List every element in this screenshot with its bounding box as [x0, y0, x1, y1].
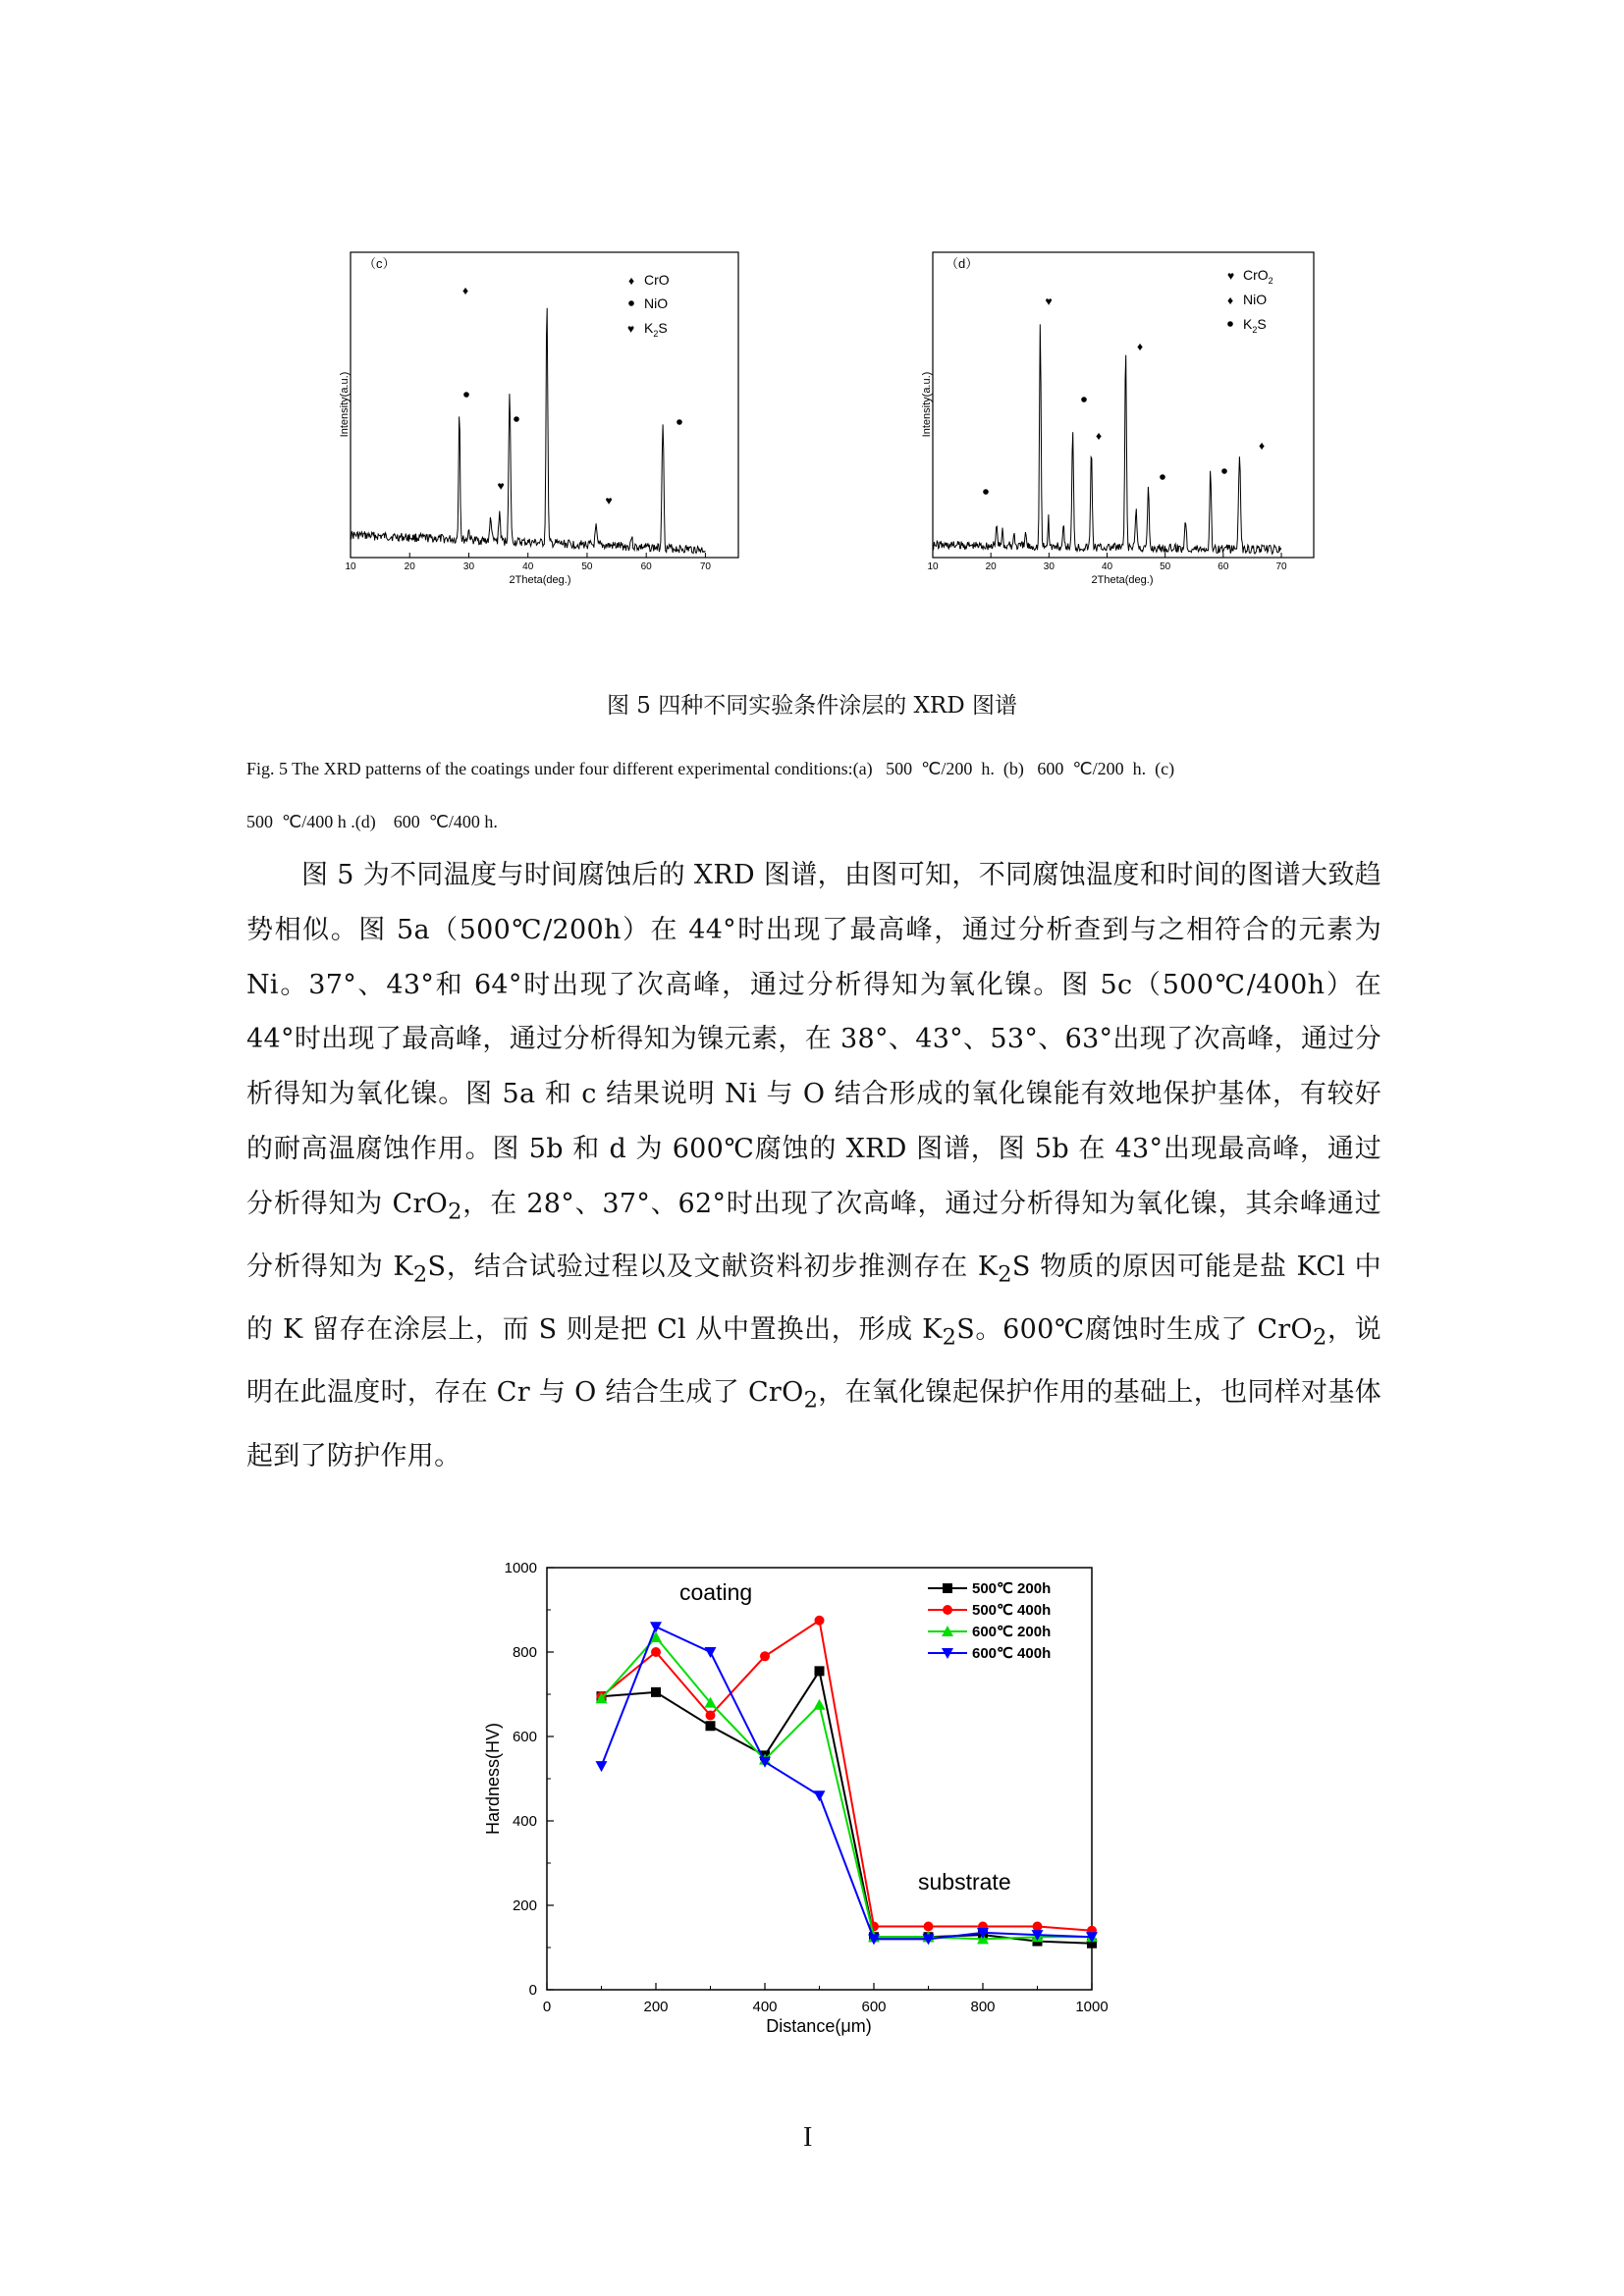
y-tick-label: 1000 [504, 1560, 537, 1576]
xrd-d-xticks [927, 553, 1287, 572]
series-line [602, 1637, 1093, 1940]
y-tick-label: 0 [528, 1982, 537, 1999]
x-tick-label: 200 [643, 1999, 669, 2015]
body-text-segment: S。600℃腐蚀时生成了 CrO [956, 1314, 1313, 1346]
xrd-c-frame [351, 252, 738, 558]
xrd-d-peak-marker-k2s [1221, 468, 1227, 474]
xrd-c-xticks [345, 553, 711, 572]
y-tick-label: 400 [512, 1813, 537, 1830]
legend-label: 600℃ 200h [972, 1624, 1052, 1640]
xrd-d-peak-marker-k2s [1160, 474, 1165, 480]
body-text-segment: S，结合试验过程以及文献资料初步推测存在 K [427, 1251, 999, 1282]
data-point [651, 1647, 661, 1657]
x-tick-label: 1000 [1075, 1999, 1109, 2015]
legend-label: 500℃ 400h [972, 1602, 1052, 1619]
body-text-segment: ，说明在此温度时，存在 Cr 与 O 结合生成了 CrO [246, 1314, 1381, 1409]
x-tick-label: 10 [345, 561, 356, 572]
legend-sub: 2 [1268, 276, 1273, 286]
data-point [705, 1647, 717, 1658]
xrd-d-peak-marker-cro2: ♥ [1045, 294, 1053, 308]
xrd-c-panel-label: （c） [363, 256, 396, 271]
xrd-c-trace [351, 308, 705, 554]
xrd-c-peak-marker-k2s: ♥ [497, 479, 505, 493]
y-tick-label: 600 [512, 1729, 537, 1745]
x-tick-label: 400 [752, 1999, 778, 2015]
xrd-c-legend-label: NiO [644, 295, 669, 311]
heart-marker-icon: ♥ [627, 322, 635, 336]
data-point [943, 1583, 952, 1593]
subscript: 2 [412, 1261, 428, 1288]
x-tick-label: 40 [522, 561, 534, 572]
data-point [651, 1687, 661, 1697]
data-point [760, 1651, 770, 1661]
data-point [706, 1721, 716, 1731]
xrd-c-peak-marker-crO: ♦ [461, 284, 469, 297]
legend-tail: S [658, 320, 668, 336]
subscript: 2 [998, 1261, 1012, 1288]
x-tick-label: 20 [404, 561, 415, 572]
x-tick-label: 20 [985, 561, 997, 572]
x-tick-label: 30 [1043, 561, 1055, 572]
subscript: 2 [942, 1324, 957, 1351]
data-point [815, 1616, 825, 1626]
legend-sub: 2 [1252, 325, 1258, 335]
legend-label: 500℃ 200h [972, 1580, 1052, 1597]
xrd-d-peak-marker-nio: ♦ [1258, 439, 1266, 453]
series-line [602, 1621, 1093, 1931]
data-point [814, 1699, 826, 1710]
data-point [814, 1790, 826, 1801]
xrd-c-xlabel: 2Theta(deg.) [509, 574, 571, 586]
subscript: 2 [1312, 1324, 1327, 1351]
caption-en-line: Fig. 5 The XRD patterns of the coatings under four different experimental conditions:(a) 500 ℃/200 h. (b) 600 ℃/200 h. (c) [246, 759, 1175, 778]
circle-marker-icon [628, 300, 634, 306]
series-600-200h [596, 1631, 1099, 1944]
xrd-d-legend [1227, 267, 1273, 335]
data-point [596, 1761, 608, 1772]
body-text-segment: ，在 28°、37°、62°时出现了次高峰，通过分析得知为氧化镍，其余峰通过分析得知为 K [246, 1188, 1381, 1282]
xrd-c-legend [627, 272, 670, 339]
series-line [602, 1671, 1093, 1943]
circle-marker-icon [1227, 321, 1233, 327]
xrd-d-ylabel: Intensity(a.u.) [921, 371, 933, 438]
xrd-pattern-c [334, 245, 756, 594]
x-axis-label: Distance(μm) [766, 2016, 872, 2036]
figure-caption-english [246, 742, 1385, 848]
series-500-400h [597, 1616, 1098, 1936]
x-tick-label: 70 [699, 561, 711, 572]
x-tick-label: 60 [640, 561, 652, 572]
legend-tail: S [1257, 316, 1267, 332]
legend-cro: CrO [1243, 267, 1269, 283]
x-tick-label: 50 [581, 561, 593, 572]
y-tick-label: 800 [512, 1644, 537, 1661]
xrd-c-peak-marker-nio [677, 419, 682, 425]
data-point [924, 1922, 934, 1932]
x-tick-label: 60 [1218, 561, 1229, 572]
data-point [815, 1666, 825, 1676]
diamond-marker-icon: ♦ [1227, 294, 1234, 307]
body-text-segment: 图 5 为不同温度与时间腐蚀后的 XRD 图谱，由图可知，不同腐蚀温度和时间的图谱大致趋势相似。图 5a（500℃/200h）在 44°时出现了最高峰，通过分析查到与之相符合的元素为 Ni。37°、43°和 64°时出现了次高峰，通过分析得知为氧化镍。图 5c（500℃/400h）在 44°时出现了最高峰，通过分析得知为镍元素，在 38°、43°、53°、63°出现了次高峰，通过分析得知为氧化镍。图 5a 和 c 结果说明 Ni 与 O 结合形成的氧化镍能有效地保护基体，有较好的耐高温腐蚀作用。图 5b 和 d 为 600℃腐蚀的 XRD 图谱，图 5b 在 43°出现最高峰，通过分析得知为 CrO [246, 860, 1381, 1219]
body-text-segment: S 物质的原因可能是盐 KCl 中的 K 留存在涂层上，而 S 则是把 Cl 从中置换出，形成 K [246, 1251, 1381, 1346]
xrd-pattern-d [916, 245, 1338, 594]
xrd-d-legend-label [1243, 267, 1273, 286]
chart-legend [928, 1580, 1051, 1662]
xrd-d-peak-marker-nio: ♦ [1136, 340, 1144, 353]
xrd-c-ylabel: Intensity(a.u.) [339, 371, 351, 438]
xrd-c-peak-marker-nio [514, 416, 519, 422]
subscript: 2 [448, 1199, 462, 1225]
x-tick-label: 70 [1275, 561, 1287, 572]
x-tick-label: 50 [1160, 561, 1171, 572]
xrd-c-peak-marker-k2s: ♥ [605, 494, 613, 507]
xrd-d-legend-label: NiO [1243, 292, 1268, 307]
xrd-d-peak-marker-k2s [983, 489, 989, 495]
legend-k: K [1243, 316, 1253, 332]
x-tick-label: 800 [970, 1999, 996, 2015]
xrd-d-trace [933, 324, 1281, 554]
data-point [706, 1711, 716, 1721]
x-tick-label: 30 [462, 561, 475, 572]
caption-en-line: 500 ℃/400 h .(d) 600 ℃/400 h. [246, 812, 498, 831]
data-point [1033, 1922, 1043, 1932]
xrd-d-legend-label [1243, 316, 1267, 335]
subscript: 2 [803, 1387, 819, 1414]
xrd-c-legend-label [644, 320, 668, 339]
data-point [943, 1605, 952, 1615]
legend-sub: 2 [653, 329, 659, 339]
xrd-c-peak-marker-nio [463, 392, 469, 398]
data-point [650, 1622, 662, 1632]
series-500-200h [597, 1666, 1098, 1948]
x-tick-label: 40 [1101, 561, 1113, 572]
y-tick-label: 200 [512, 1897, 537, 1914]
xrd-d-panel-label: （d） [946, 256, 979, 271]
x-tick-label: 0 [542, 1999, 552, 2015]
annotation-coating: coating [679, 1579, 753, 1605]
annotation-substrate: substrate [918, 1869, 1011, 1895]
page-number: I [803, 2122, 813, 2153]
diamond-marker-icon: ♦ [628, 274, 635, 288]
x-tick-label: 600 [861, 1999, 887, 2015]
xrd-d-xlabel: 2Theta(deg.) [1091, 574, 1154, 586]
y-axis-label: Hardness(HV) [483, 1722, 503, 1836]
hardness-chart [471, 1551, 1139, 2061]
xrd-d-peak-marker-k2s [1081, 397, 1087, 402]
xrd-d-peak-marker-nio: ♦ [1095, 429, 1103, 443]
heart-marker-icon: ♥ [1227, 269, 1235, 283]
x-tick-label: 10 [927, 561, 939, 572]
chart-series [596, 1616, 1099, 1949]
body-text-segment: ，在氧化镍起保护作用的基础上，也同样对基体起到了防护作用。 [246, 1377, 1381, 1471]
legend-label: 600℃ 400h [972, 1645, 1052, 1662]
legend-k: K [644, 320, 654, 336]
body-paragraph [246, 848, 1381, 1483]
xrd-c-legend-label: CrO [644, 272, 670, 288]
figure-caption-chinese: 图 5 四种不同实验条件涂层的 XRD 图谱 [606, 693, 1017, 719]
